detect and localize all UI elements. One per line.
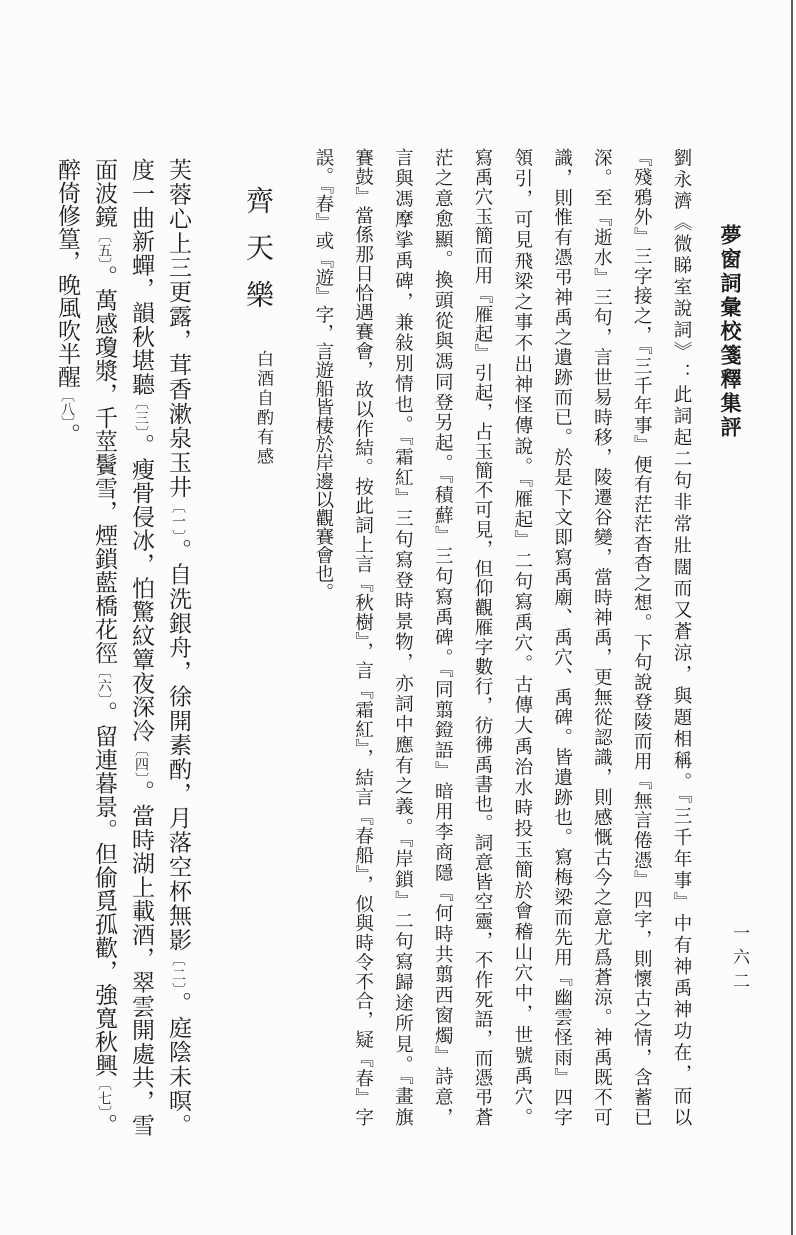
poem-subtitle: 白酒自酌有感: [253, 350, 273, 467]
commentary-column: 誤。『春』或『遊』字，言遊船皆棲於岸邊以觀賽會也。: [312, 148, 334, 602]
note-marker: 〔一〕: [170, 499, 186, 539]
poem-column: 醉倚修篁，晚風吹半醒〔八〕。: [54, 158, 80, 446]
page-number: 一六二: [729, 924, 749, 996]
note-marker: 〔三〕: [133, 395, 149, 434]
poem-column: 度一曲新蟬，韻秋堪聽〔三〕。瘦骨侵冰，怕驚紋簟夜深冷〔四〕。當時湖上載酒，翠雲開處共，雪: [128, 158, 154, 1137]
poem-column: 芙蓉心上三更露，茸香漱泉玉井〔一〕。自洗銀舟，徐開素酌，月落空杯無影〔二〕。庭陰未暝。: [165, 158, 191, 1137]
note-marker: 〔六〕: [96, 664, 112, 701]
note-marker: 〔五〕: [96, 228, 112, 265]
note-marker: 〔四〕: [133, 742, 149, 780]
commentary-column: 茫之意愈顯。換頭從與馮同登另起。『積蘚』三句寫禹碑。『同翦鐙語』暗用李商隱『何時共翦西窗燭』詩意，: [432, 148, 454, 1126]
poem-title: 齊天樂: [242, 186, 275, 327]
commentary-column: 言與馮摩挲禹碑，兼敍別情也。『霜紅』三句寫登時景物，亦詞中應有之義。『岸鎖』二句寫歸途所見。『畫旗: [392, 148, 414, 1126]
poem-block: [48, 158, 196, 1136]
commentary-column: 領引，可見飛梁之事不出神怪傳說。『雁起』二句寫禹穴。古傳大禹治水時投玉簡於會稽山穴中，世號禹穴。: [511, 148, 533, 1126]
commentary-column: 劉永濟《微睇室說詞》：此詞起二句非常壯闊而又蒼涼，與題相稱。『三千年事』中有神禹神功在，而以: [671, 148, 692, 1126]
commentary-column: 賽鼓』當係那日恰遇賽會，故以作結。按此詞上言『秋樹』，言『霜紅』，結言『春船』，似與時令不合，疑『春』字: [352, 148, 374, 1126]
commentary-block: [303, 148, 701, 1126]
commentary-column: 深。至『逝水』三句，言世易時移，陵遷谷變，當時神禹，更無從認識，則感慨古今之意尤爲蒼涼。神禹既不可: [591, 148, 613, 1126]
note-marker: 〔八〕: [59, 388, 75, 423]
commentary-column: 『殘鴉外』三字接之，『三千年事』便有茫茫杳杳之想。下句說登陵而用『無言倦憑』四字，則懷古之情，含蓄已: [631, 148, 653, 1126]
commentary-column: 寫禹穴玉簡而用『雁起』引起，占玉簡不可見，但仰觀雁字數行，彷彿禹書也。詞意皆空靈，不作死語，而憑弔蒼: [472, 148, 494, 1126]
note-marker: 〔七〕: [96, 1076, 112, 1114]
running-title: 夢窗詞彙校箋釋集評: [718, 224, 743, 440]
page-edge-line: [791, 0, 793, 1235]
commentary-column: 識，則惟有憑弔神禹之遺跡而已。於是下文即寫禹廟、禹穴、禹碑。皆遺跡也。寫梅梁而先用『幽雲怪雨』四字: [551, 148, 573, 1126]
poem-column: 面波鏡〔五〕。萬感瓊漿，千莖鬢雪，煙鎖藍橋花徑〔六〕。留連暮景。但偷覓孤歡，強寬秋興〔七〕。: [91, 158, 117, 1137]
note-marker: 〔二〕: [170, 952, 186, 992]
